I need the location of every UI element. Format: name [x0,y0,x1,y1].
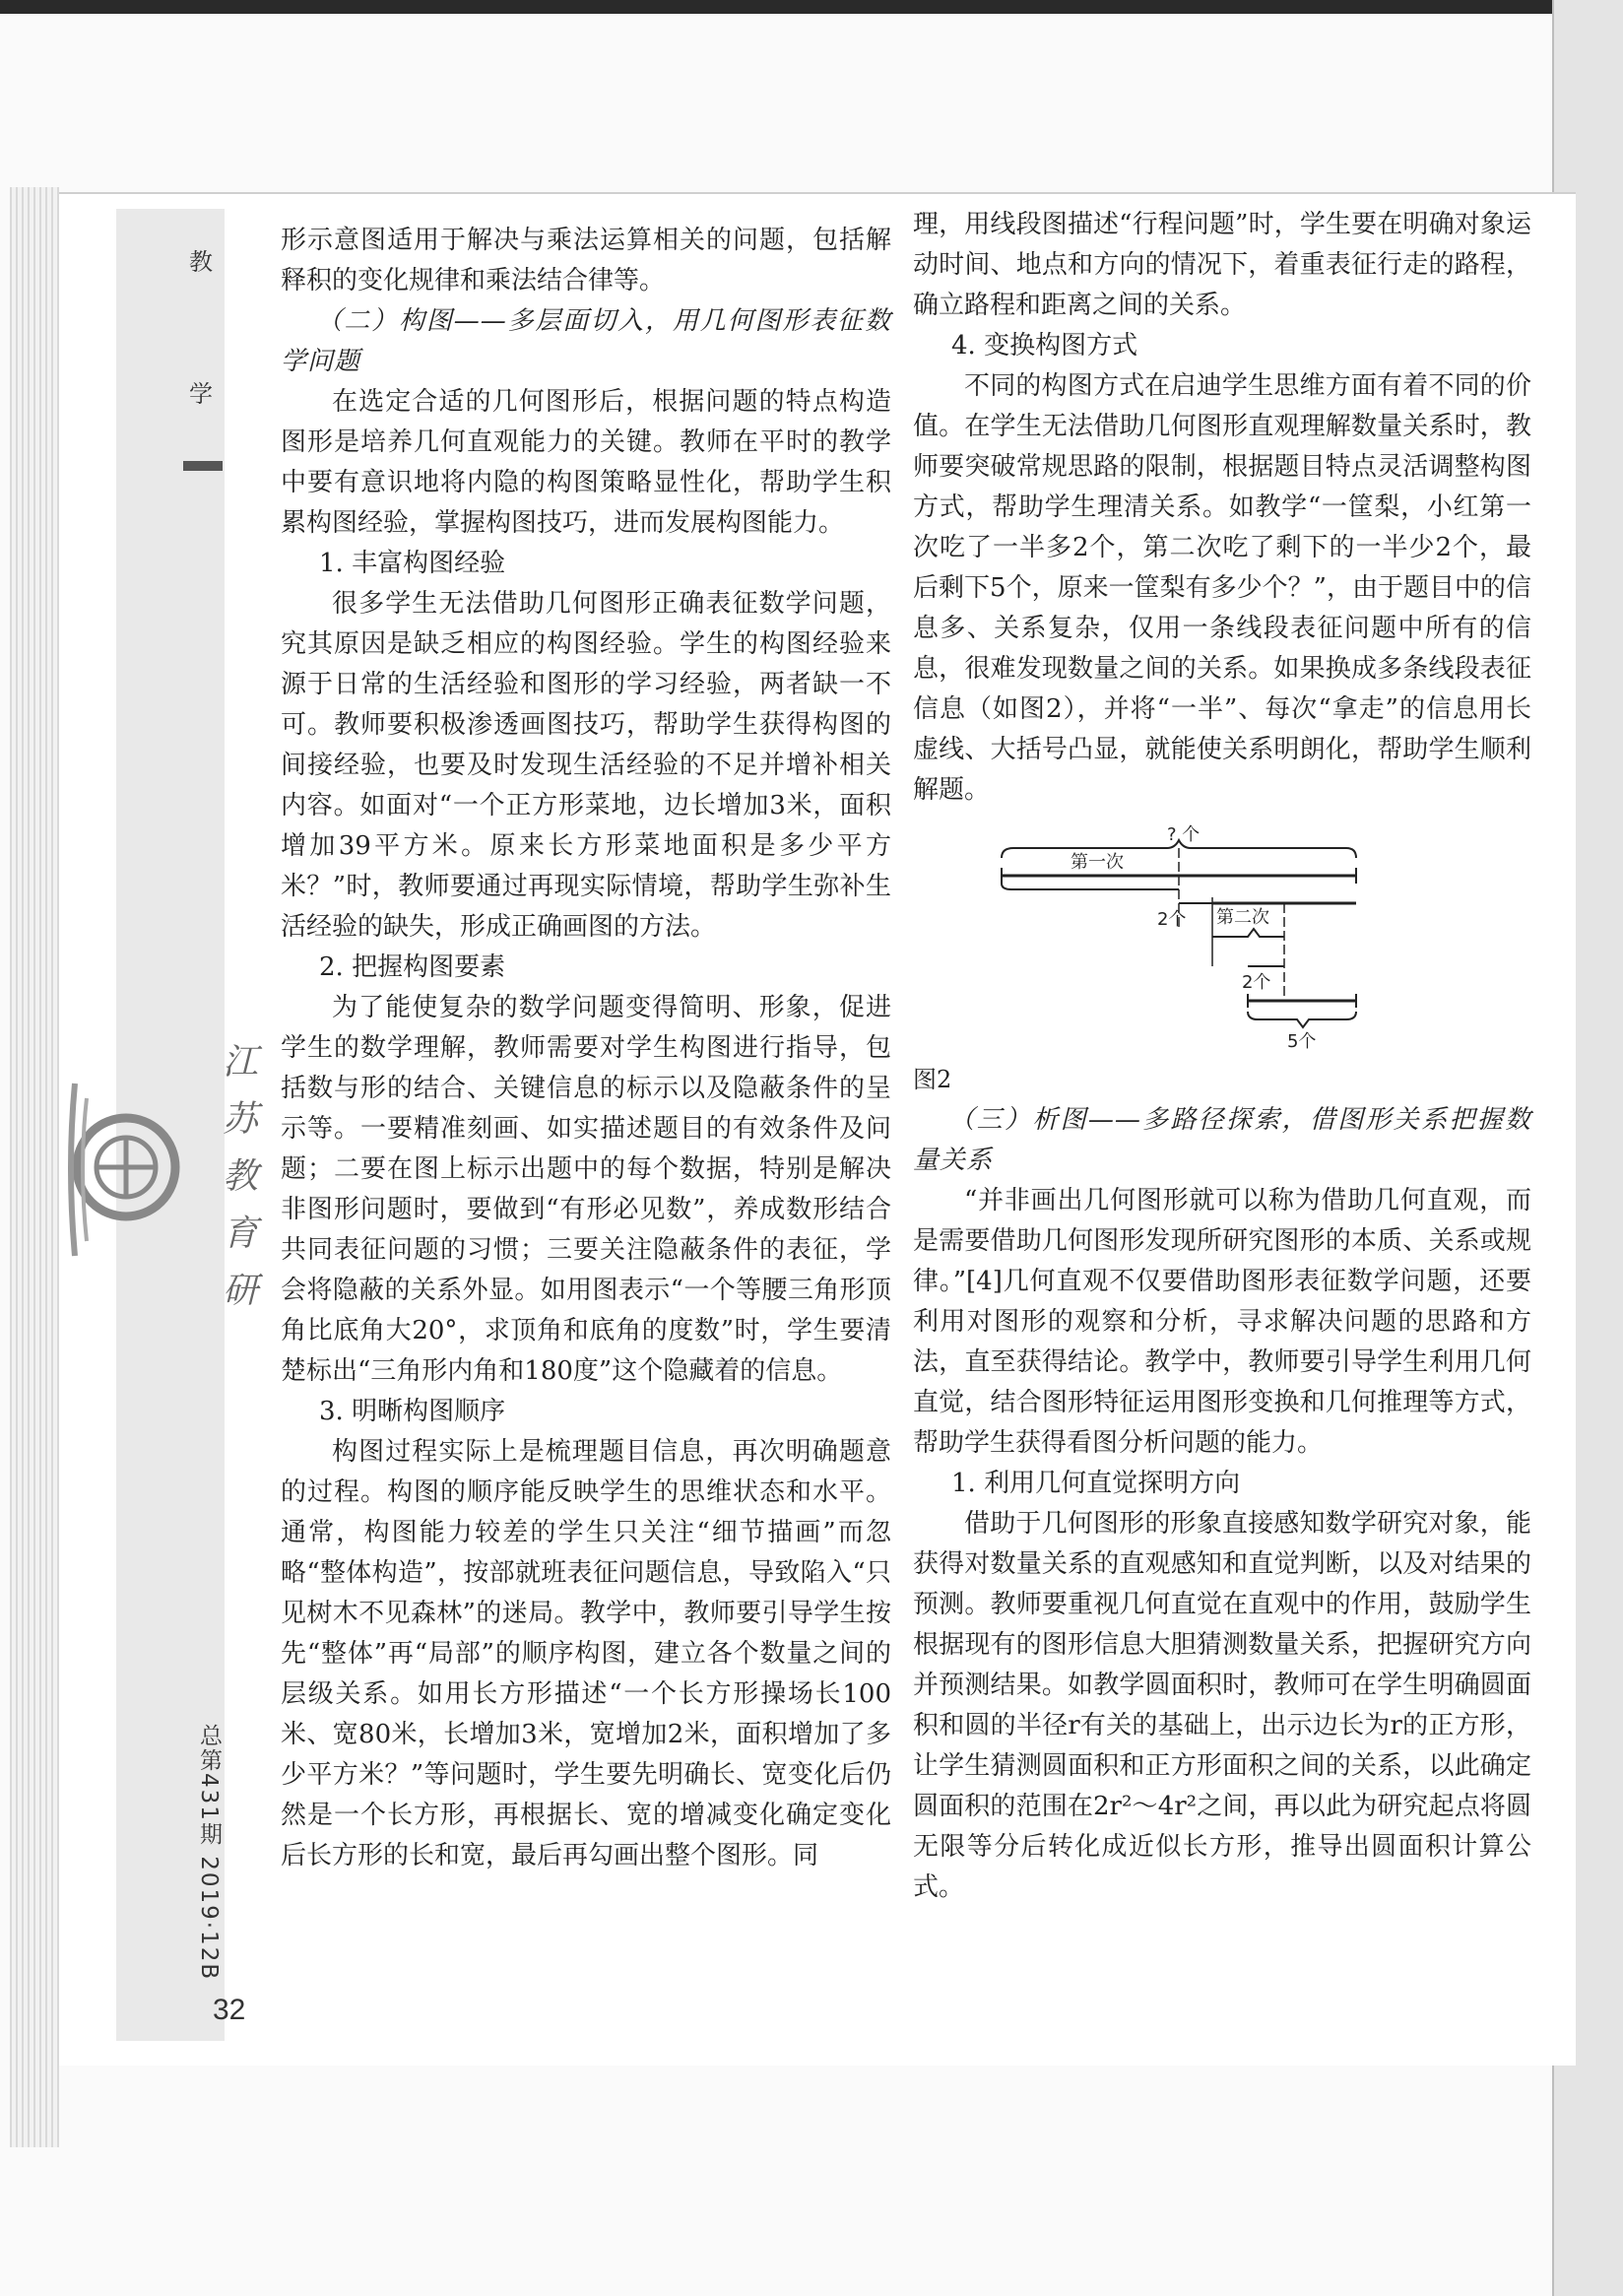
sidebar-label-xue: 学 [189,380,213,408]
subheading: 1. 利用几何直觉探明方向 [951,1469,1241,1498]
right-column [913,205,1531,1908]
sidebar-divider [183,461,223,471]
label-second: 第二次 [1216,907,1269,928]
label-2b: 2个 [1242,972,1271,993]
subheading: 2. 把握构图要素 [319,952,506,982]
paragraph: 在选定合适的几何图形后，根据问题的特点构造图形是培养几何直观能力的关键。教师在平时的教学中要有意识地将内隐的构图策略显性化，帮助学生积累构图经验，掌握构图技巧，进而发展构图能力。 [281,387,891,538]
issue-info: 总第431期 2019·12B [196,1724,222,1982]
page-stack-edges [10,187,59,2147]
paragraph: 构图过程实际上是梳理题目信息，再次明确题意的过程。构图的顺序能反映学生的思维状态和水平。通常，构图能力较差的学生只关注“细节描画”而忽略“整体构造”，按部就班表征问题信息，导致陷入“只见树木不见森林”的迷局。教学中，教师要引导学生按先“整体”再“局部”的顺序构图，建立各个数量之间的层级关系。如用长方形描述“一个长方形操场长100米、宽80米，长增加3米，宽增加2米，面积增加了多少平方米？”等问题时，学生要先明确长、宽变化后仍然是一个长方形，再根据长、宽的增减变化确定变化后长方形的长和宽，最后再勾画出整个图形。同 [281,1437,891,1870]
svg-text:教: 教 [223,1156,259,1197]
first-brace [1002,884,1179,889]
second-brace [1212,929,1284,937]
paragraph: 借助于几何图形的形象直接感知数学研究对象，能获得对数量关系的直观感知和直觉判断，以及对结果的预测。教师要重视几何直觉在直观中的作用，鼓励学生根据现有的图形信息大胆猜测数量关系，把握研究方向并预测结果。如教学圆面积时，教师可在学生明确圆面积和圆的半径r有关的基础上，出示边长为r的正方形，让学生猜测圆面积和正方形面积之间的关系，以此确定圆面积的范围在2r²～4r²之间，再以此为研究起点将圆无限等分后转化成近似长方形，推导出圆面积计算公式。 [913,1509,1531,1902]
sidebar-label-jiao: 教 [189,248,213,276]
svg-text:苏: 苏 [223,1099,259,1140]
section-heading: （二）构图——多层面切入，用几何图形表征数学问题 [281,306,891,376]
svg-text:育: 育 [223,1214,259,1254]
label-5: 5个 [1287,1031,1317,1052]
line-segment-diagram [1002,819,1356,1055]
svg-text:研: 研 [223,1271,259,1311]
paragraph: 为了能使复杂的数学问题变得简明、形象，促进学生的数学理解，教师需要对学生构图进行指导，包括数与形的结合、关键信息的标示以及隐蔽条件的呈示等。一要精准刻画、如实描述题目的有效条件及问题；二要在图上标示出题中的每个数据，特别是解决非图形问题时，要做到“有形必见数”，养成数形结合共同表征问题的习惯；三要关注隐蔽条件的表征，学会将隐蔽的关系外显。如用图表示“一个等腰三角形顶角比底角大20°，求顶角和底角的度数”时，学生要清楚标出“三角形内角和180度”这个隐藏着的信息。 [281,993,891,1386]
subheading: 1. 丰富构图经验 [319,549,506,578]
figure-2 [913,819,1531,1060]
section-heading: （三）析图——多路径探索，借图形关系把握数量关系 [913,1105,1531,1175]
label-2a: 2个 [1157,909,1187,930]
remaining-brace [1248,1012,1356,1027]
subheading: 4. 变换构图方式 [951,331,1138,361]
paragraph: “并非画出几何图形就可以称为借助几何直观，而是需要借助几何图形发现所研究图形的本质、关系或规律。”[4]几何直观不仅要借助图形表征数学问题，还要利用对图形的观察和分析，寻求解决问题的思路和方法，直至获得结论。教学中，教师要引导学生利用几何直觉，结合图形特征运用图形变换和几何推理等方式，帮助学生获得看图分析问题的能力。 [913,1186,1531,1458]
subheading: 3. 明晰构图顺序 [319,1397,506,1426]
left-column [281,221,891,1876]
label-first: 第一次 [1071,852,1124,873]
paragraph: 很多学生无法借助几何图形正确表征数学问题，究其原因是缺乏相应的构图经验。学生的构图经验来源于日常的生活经验和图形的学习经验，两者缺一不可。教师要积极渗透画图技巧，帮助学生获得构图的间接经验，也要及时发现生活经验的不足并增补相关内容。如面对“一个正方形菜地，边长增加3米，面积增加39平方米。原来长方形菜地面积是多少平方米？”时，教师要通过再现实际情境，帮助学生弥补生活经验的缺失，形成正确画图的方法。 [281,589,891,942]
figure-caption: 图2 [913,1066,952,1093]
svg-text:江: 江 [223,1042,259,1082]
page-number: 32 [213,1994,246,2026]
scanner-top-edge [0,0,1621,14]
label-total: ? 个 [1167,824,1201,845]
paragraph: 形示意图适用于解决与乘法运算相关的问题，包括解释积的变化规律和乘法结合律等。 [281,226,891,295]
paragraph: 理，用线段图描述“行程问题”时，学生要在明确对象运动时间、地点和方向的情况下，着重表征行走的路程，确立路程和距离之间的关系。 [913,210,1531,320]
journal-logo [65,1042,259,1320]
paragraph: 不同的构图方式在启迪学生思维方面有着不同的价值。在学生无法借助几何图形直观理解数量关系时，教师要突破常规思路的限制，根据题目特点灵活调整构图方式，帮助学生理清关系。如教学“一筐梨，小红第一次吃了一半多2个，第二次吃了剩下的一半少2个，最后剩下5个，原来一筐梨有多少个？”，由于题目中的信息多、关系复杂，仅用一条线段表征问题中所有的信息，很难发现数量之间的关系。如果换成多条线段表征信息（如图2），并将“一半”、每次“拿走”的信息用长虚线、大括号凸显，就能使关系明朗化，帮助学生顺利解题。 [913,371,1531,805]
